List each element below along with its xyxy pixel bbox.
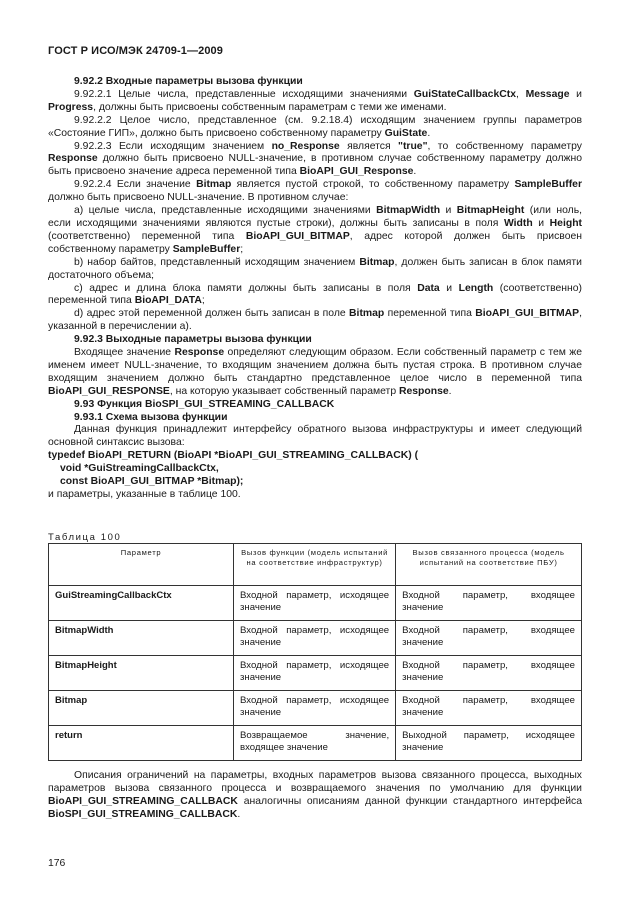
paragraph-9-92-2-4: 9.92.2.4 Если значение Bitmap является пустой строкой, то собственному параметру SampleBuffer должно быть присвоено NULL-значение. В противном случае:	[48, 179, 582, 204]
table-cell-param: Bitmap	[49, 691, 234, 726]
table-header-bound: Вызов связанного процесса (модель испытаний на соответствие ПБУ)	[396, 544, 582, 586]
table-cell-param: BitmapHeight	[49, 656, 234, 691]
table-cell-param: return	[49, 726, 234, 761]
section-heading-9-93: 9.93 Функция BioSPI_GUI_STREAMING_CALLBACK	[74, 398, 335, 410]
table-cell-bound: Выходной параметр, исходящее значение	[396, 726, 582, 761]
paragraph-9-92-2-1: 9.92.2.1 Целые числа, представленные исходящими значениями GuiStateCallbackCtx, Message и Progress, должны быть присвоены собственным параметрам с теми же именами.	[48, 88, 582, 113]
section-heading-9-92-3: 9.92.3 Выходные параметры вызова функции	[74, 334, 312, 346]
page-number: 176	[48, 858, 66, 869]
table-cell-call: Входной параметр, исходящее значение	[234, 656, 396, 691]
paragraph-9-92-2-3: 9.92.2.3 Если исходящим значением no_Response является "true", то собственному параметру Response должно быть присвоено NULL-значение, в противном случае собственному параметру должно быть присвоено значение адреса переменной типа BioAPI_GUI_Response.	[48, 140, 582, 178]
body-text	[48, 76, 582, 502]
table-cell-bound: Входной параметр, входящее значение	[396, 691, 582, 726]
paragraph-9-93-1: Данная функция принадлежит интерфейсу обратного вызова инфраструктуры и имеет следующий основной синтаксис вызова:	[48, 424, 582, 449]
table-caption: Таблица 100	[48, 532, 122, 543]
section-heading-9-92-2: 9.92.2 Входные параметры вызова функции	[74, 76, 303, 87]
table-row	[49, 726, 582, 761]
table-header-param: Параметр	[49, 544, 234, 586]
table-cell-bound: Входной параметр, входящее значение	[396, 586, 582, 621]
table-row	[49, 586, 582, 621]
table-cell-param: BitmapWidth	[49, 621, 234, 656]
code-line-bitmap: const BioAPI_GUI_BITMAP *Bitmap);	[60, 476, 244, 488]
closing-paragraph-block	[48, 770, 582, 822]
table-row	[49, 621, 582, 656]
paragraph-table-ref: и параметры, указанные в таблице 100.	[48, 489, 241, 500]
closing-paragraph: Описания ограничений на параметры, входных параметров вызова связанного процесса, выходных параметров вызова связанного процесса и возвращаемого значения по умолчанию для функции BioAPI_GUI_STREAMING_CALLBACK аналогичны описаниям данной функции стандартного интерфейса BioSPI_GUI_STREAMING_CALLBACK.	[48, 770, 582, 820]
table-row	[49, 691, 582, 726]
table-cell-call: Входной параметр, исходящее значение	[234, 691, 396, 726]
parameters-table	[48, 543, 582, 761]
table-cell-param: GuiStreamingCallbackCtx	[49, 586, 234, 621]
code-line-ctx: void *GuiStreamingCallbackCtx,	[60, 463, 219, 475]
list-item-d: d) адрес этой переменной должен быть записан в поле Bitmap переменной типа BioAPI_GUI_BITMAP, указанной в перечислении а).	[48, 308, 582, 333]
paragraph-9-92-3: Входящее значение Response определяют следующим образом. Если собственный параметр с тем же именем имеет NULL-значение, то входящим значением должна быть пустая строка. В противном случае входящим значением должно быть стандартно представленное целое число в переменной типа BioAPI_GUI_RESPONSE, на которую указывает собственный параметр Response.	[48, 347, 582, 397]
list-item-b: b) набор байтов, представленный исходящим значением Bitmap, должен быть записан в блок памяти достаточного объема;	[48, 256, 582, 281]
table-header-row	[49, 544, 582, 586]
table-cell-call: Возвращаемое значение, входящее значение	[234, 726, 396, 761]
table-row	[49, 656, 582, 691]
list-item-c: c) адрес и длина блока памяти должны быть записаны в поля Data и Length (соответственно) переменной типа BioAPI_DATA;	[48, 282, 583, 307]
table-cell-bound: Входной параметр, входящее значение	[396, 656, 582, 691]
table-cell-bound: Входной параметр, входящее значение	[396, 621, 582, 656]
page-header: ГОСТ Р ИСО/МЭК 24709-1—2009	[48, 45, 223, 57]
section-heading-9-93-1: 9.93.1 Схема вызова функции	[74, 411, 228, 423]
table-cell-call: Входной параметр, исходящее значение	[234, 621, 396, 656]
table-header-call: Вызов функции (модель испытаний на соответствие инфраструктур)	[234, 544, 396, 586]
paragraph-9-92-2-2: 9.92.2.2 Целое число, представленное (см. 9.2.18.4) исходящим значением группы параметров «Состояние ГИП», должно быть присвоено собственному параметру GuiState.	[48, 114, 582, 139]
table-cell-call: Входной параметр, исходящее значение	[234, 586, 396, 621]
list-item-a: а) целые числа, представленные исходящими значениями BitmapWidth и BitmapHeight (или ноль, если исходящими значениями являются пустые строки), должны быть записаны в поля Width и Height (соответственно) переменной типа BioAPI_GUI_BITMAP, адрес которой должен быть присвоен собственному параметру SampleBuffer;	[48, 205, 583, 255]
code-line-typedef: typedef BioAPI_RETURN (BioAPI *BioAPI_GUI_STREAMING_CALLBACK) (	[48, 450, 419, 462]
